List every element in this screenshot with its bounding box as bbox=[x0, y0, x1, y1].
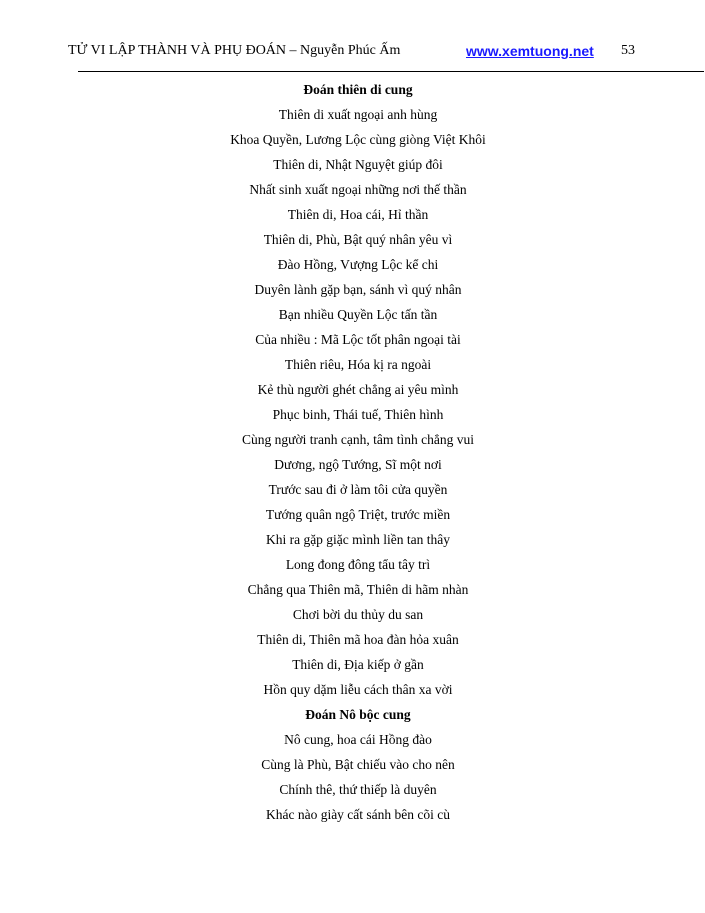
verse-line: Thiên di, Thiên mã hoa đàn hỏa xuân bbox=[257, 632, 459, 647]
verse-line: Cùng là Phù, Bật chiếu vào cho nên bbox=[261, 757, 455, 772]
verse-line: Thiên riêu, Hóa kị ra ngoài bbox=[284, 357, 432, 372]
verse-line: Tướng quân ngộ Triệt, trước miền bbox=[265, 507, 451, 522]
header-title: TỬ VI LẬP THÀNH VÀ PHỤ ĐOÁN – Nguyễn Phúc Ấm bbox=[68, 43, 401, 58]
verse-line: Long đong đông tẩu tây trì bbox=[285, 557, 431, 572]
verse-line: Cùng người tranh cạnh, tâm tình chẳng vui bbox=[242, 432, 474, 447]
verse-line: Thiên di, Hoa cái, Hỉ thần bbox=[287, 207, 429, 222]
verse-line: Chẳng qua Thiên mã, Thiên di hãm nhàn bbox=[247, 582, 469, 597]
verse-line: Thiên di, Phù, Bật quý nhân yêu vì bbox=[263, 232, 453, 247]
verse-line: Nhất sinh xuất ngoại những nơi thế thần bbox=[249, 182, 467, 197]
verse-line: Trước sau đi ở làm tôi cửa quyền bbox=[268, 482, 448, 497]
verse-line: Thiên di, Địa kiếp ở gần bbox=[292, 657, 424, 672]
verse-line: Thiên di xuất ngoại anh hùng bbox=[278, 107, 438, 122]
verse-line: Dương, ngộ Tướng, Sĩ một nơi bbox=[274, 457, 442, 472]
verse-line: Nô cung, hoa cái Hồng đào bbox=[284, 732, 432, 747]
verse-line: Bạn nhiều Quyền Lộc tấn tần bbox=[278, 307, 438, 322]
verse-line: Chính thê, thứ thiếp là duyên bbox=[279, 782, 437, 797]
verse-line: Đào Hồng, Vượng Lộc kể chi bbox=[277, 257, 439, 272]
verse-line: Chơi bời du thủy du san bbox=[292, 607, 424, 622]
section-heading: Đoán thiên di cung bbox=[303, 82, 413, 97]
header-divider bbox=[78, 71, 704, 72]
verse-line: Khoa Quyền, Lương Lộc cùng giòng Việt Khôi bbox=[230, 132, 486, 147]
page-header bbox=[68, 40, 668, 62]
verse-line: Duyên lành gặp bạn, sánh vì quý nhân bbox=[254, 282, 462, 297]
verse-line: Hồn quy dặm liễu cách thân xa vời bbox=[263, 682, 453, 697]
verse-line: Khác nào giày cất sánh bên cõi cù bbox=[265, 807, 451, 822]
verse-line: Khi ra gặp giặc mình liền tan thây bbox=[265, 532, 451, 547]
website-link[interactable]: www.xemtuong.net bbox=[466, 43, 594, 59]
section-heading: Đoán Nô bộc cung bbox=[305, 707, 411, 722]
verse-line: Phục binh, Thái tuế, Thiên hình bbox=[272, 407, 444, 422]
page-number: 53 bbox=[621, 43, 635, 58]
verse-line: Của nhiều : Mã Lộc tốt phân ngoại tài bbox=[255, 332, 461, 347]
verse-body bbox=[78, 77, 638, 827]
verse-line: Kẻ thù người ghét chẳng ai yêu mình bbox=[257, 382, 459, 397]
verse-line: Thiên di, Nhật Nguyệt giúp đôi bbox=[273, 157, 443, 172]
